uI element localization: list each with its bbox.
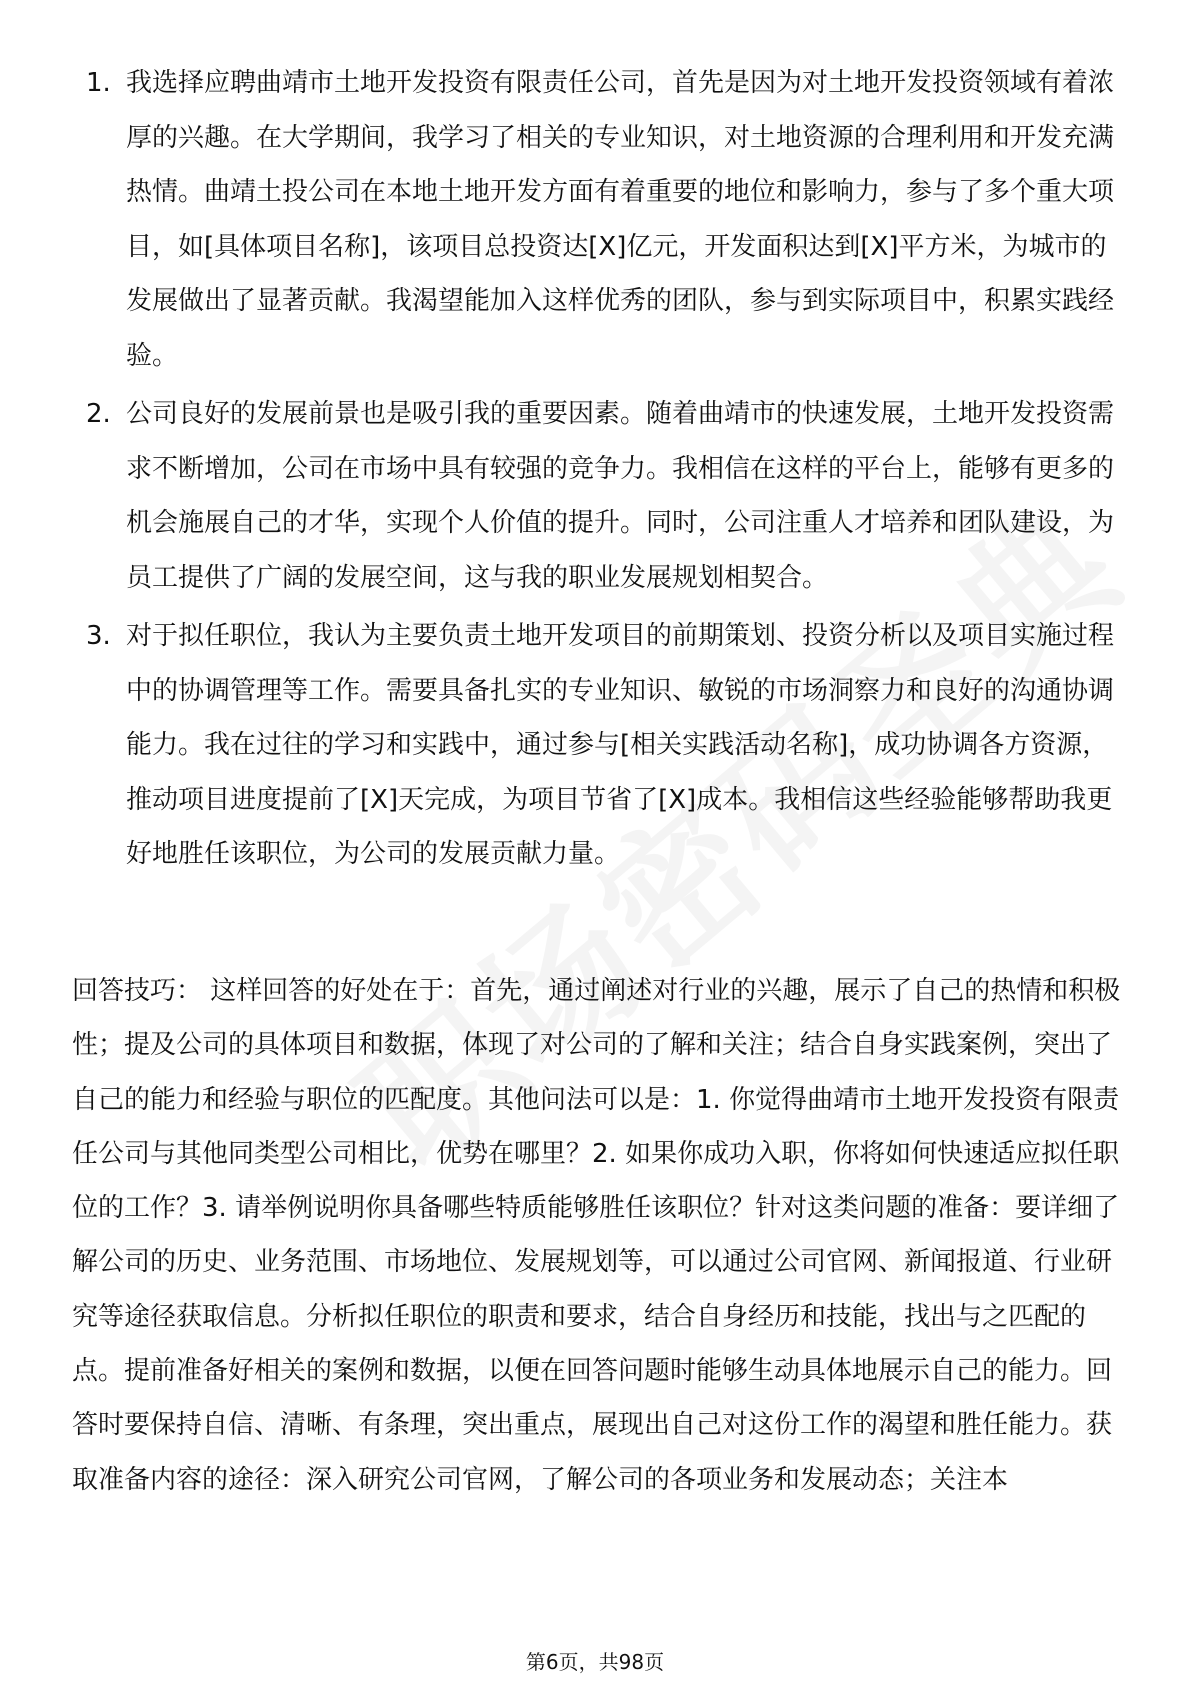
list-item [72,609,1132,882]
list-item-text: 公司良好的发展前景也是吸引我的重要因素。随着曲靖市的快速发展，土地开发投资需求不断增加，公司在市场中具有较强的竞争力。我相信在这样的平台上，能够有更多的机会施展自己的才华，实现个人价值的提升。同时，公司注重人才培养和团队建设，为员工提供了广阔的发展空间，这与我的职业发展规划相契合。 [126,399,1115,593]
list-item-number: 1. [86,68,111,98]
list-item [72,56,1132,383]
list-item-number: 2. [86,399,111,429]
answer-list [72,56,1132,886]
answer-tips-paragraph: 回答技巧： 这样回答的好处在于：首先，通过阐述对行业的兴趣，展示了自己的热情和积极性；提及公司的具体项目和数据，体现了对公司的了解和关注；结合自身实践案例，突出了自己的能力和经验与职位的匹配度。其他问法可以是：1. 你觉得曲靖市土地开发投资有限责任公司与其他同类型公司相比，优势在哪里？2. 如果你成功入职，你将如何快速适应拟任职位的工作？3. 请举例说明你具备哪些特质能够胜任该职位？针对这类问题的准备：要详细了解公司的历史、业务范围、市场地位、发展规划等，可以通过公司官网、新闻报道、行业研究等途径获取信息。分析拟任职位的职责和要求，结合自身经历和技能，找出与之匹配的点。提前准备好相关的案例和数据，以便在回答问题时能够生动具体地展示自己的能力。回答时要保持自信、清晰、有条理，突出重点，展现出自己对这份工作的渴望和胜任能力。获取准备内容的途径：深入研究公司官网，了解公司的各项业务和发展动态；关注本 [72,976,1121,1495]
list-item-text: 对于拟任职位，我认为主要负责土地开发项目的前期策划、投资分析以及项目实施过程中的协调管理等工作。需要具备扎实的专业知识、敏锐的市场洞察力和良好的沟通协调能力。我在过往的学习和实践中，通过参与[相关实践活动名称]，成功协调各方资源，推动项目进度提前了[X]天完成，为项目节省了[X]成本。我相信这些经验能够帮助我更好地胜任该职位，为公司的发展贡献力量。 [126,621,1115,869]
list-item-number: 3. [86,621,111,651]
list-item-text: 我选择应聘曲靖市土地开发投资有限责任公司，首先是因为对土地开发投资领域有着浓厚的兴趣。在大学期间，我学习了相关的专业知识，对土地资源的合理利用和开发充满热情。曲靖土投公司在本地土地开发方面有着重要的地位和影响力，参与了多个重大项目，如[具体项目名称]，该项目总投资达[X]亿元，开发面积达到[X]平方米，为城市的发展做出了显著贡献。我渴望能加入这样优秀的团队，参与到实际项目中，积累实践经验。 [126,68,1115,371]
page-number-footer: 第6页，共98页 [525,1650,665,1674]
list-item [72,387,1132,605]
